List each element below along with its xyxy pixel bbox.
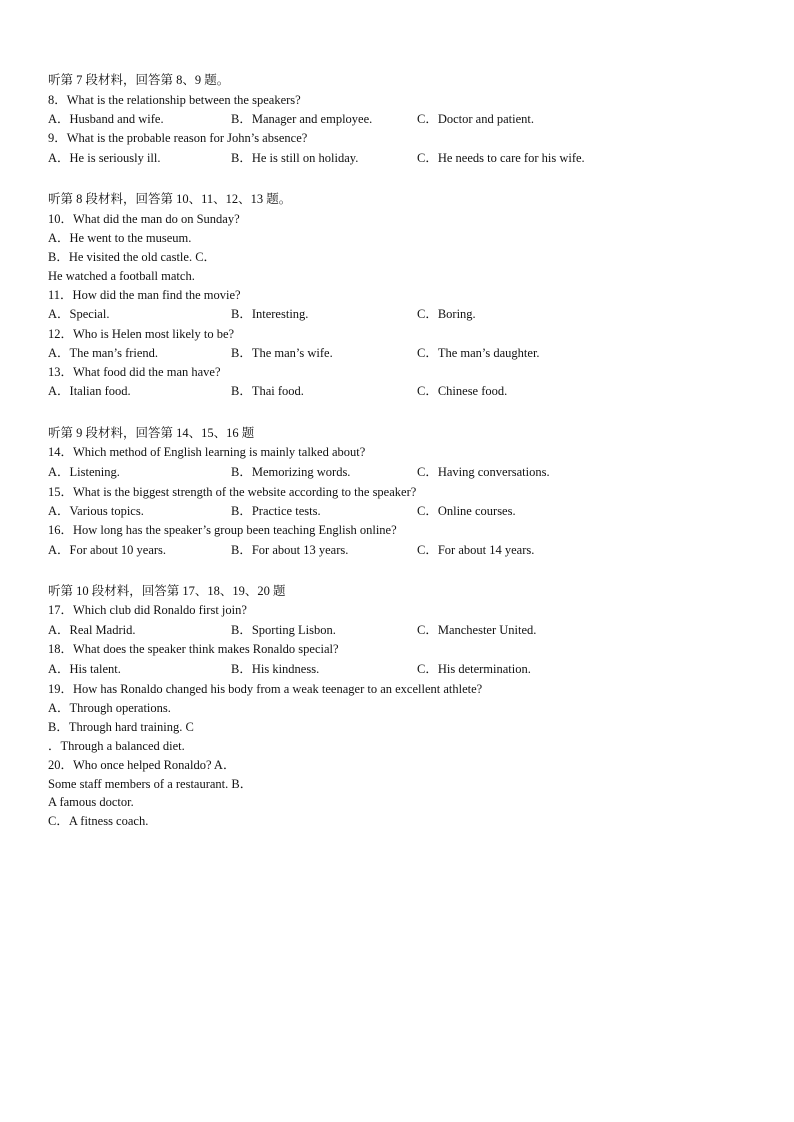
- question-text: 18．What does the speaker think makes Ronaldo special?: [48, 642, 339, 656]
- option-b: B．Sporting Lisbon.: [231, 623, 336, 637]
- question-text: 13．What food did the man have?: [48, 365, 221, 379]
- section-heading: 听第 9 段材料，回答第 14、15、16 题: [48, 426, 255, 440]
- option-line: He watched a football match.: [48, 269, 195, 283]
- option-b: B．Memorizing words.: [231, 465, 351, 479]
- option-c: C．Doctor and patient.: [417, 112, 534, 126]
- option-line: B．He visited the old castle. C．: [48, 250, 217, 264]
- question-text: 9．What is the probable reason for John’s absence?: [48, 131, 308, 145]
- option-c: C．The man’s daughter.: [417, 346, 540, 360]
- question-text: 11．How did the man find the movie?: [48, 288, 241, 302]
- option-c: C．Online courses.: [417, 504, 516, 518]
- section-heading: 听第 7 段材料，回答第 8、9 题。: [48, 73, 230, 87]
- option-c: C．Having conversations.: [417, 465, 550, 479]
- question-text: 20．Who once helped Ronaldo? A．: [48, 758, 236, 772]
- option-b: B．Practice tests.: [231, 504, 321, 518]
- option-a: A．Real Madrid.: [48, 623, 136, 637]
- option-line: ．Through a balanced diet.: [48, 739, 185, 753]
- option-b: B．He is still on holiday.: [231, 151, 359, 165]
- option-a: A．He is seriously ill.: [48, 151, 161, 165]
- option-line: A．Through operations.: [48, 701, 171, 715]
- question-text: 16．How long has the speaker’s group been teaching English online?: [48, 523, 397, 537]
- option-a: A．Various topics.: [48, 504, 144, 518]
- option-a: A．Special.: [48, 307, 110, 321]
- option-a: A．Husband and wife.: [48, 112, 164, 126]
- option-a: A．His talent.: [48, 662, 121, 676]
- option-a: A．Listening.: [48, 465, 120, 479]
- option-c: C．Manchester United.: [417, 623, 537, 637]
- question-text: 19．How has Ronaldo changed his body from a weak teenager to an excellent athlete?: [48, 682, 483, 696]
- option-b: B．The man’s wife.: [231, 346, 333, 360]
- option-c: C．For about 14 years.: [417, 543, 535, 557]
- option-a: A．For about 10 years.: [48, 543, 167, 557]
- option-a: A．Italian food.: [48, 384, 131, 398]
- option-a: A．The man’s friend.: [48, 346, 159, 360]
- section-heading: 听第 10 段材料，回答第 17、18、19、20 题: [48, 584, 286, 598]
- option-c: C．Chinese food.: [417, 384, 508, 398]
- option-c: C．His determination.: [417, 662, 531, 676]
- question-text: 12．Who is Helen most likely to be?: [48, 327, 235, 341]
- option-c: C．Boring.: [417, 307, 476, 321]
- option-b: B．Manager and employee.: [231, 112, 373, 126]
- option-line: C．A fitness coach.: [48, 814, 149, 828]
- question-text: 14．Which method of English learning is mainly talked about?: [48, 445, 366, 459]
- option-line: Some staff members of a restaurant. B．: [48, 777, 253, 791]
- question-text: 17．Which club did Ronaldo first join?: [48, 603, 247, 617]
- section-heading: 听第 8 段材料，回答第 10、11、12、13 题。: [48, 192, 292, 206]
- question-text: 15．What is the biggest strength of the website according to the speaker?: [48, 485, 417, 499]
- option-c: C．He needs to care for his wife.: [417, 151, 585, 165]
- option-b: B．Interesting.: [231, 307, 309, 321]
- question-text: 8．What is the relationship between the speakers?: [48, 93, 301, 107]
- option-line: B．Through hard training. C: [48, 720, 194, 734]
- option-b: B．Thai food.: [231, 384, 304, 398]
- option-line: A．He went to the museum.: [48, 231, 192, 245]
- option-b: B．His kindness.: [231, 662, 320, 676]
- option-b: B．For about 13 years.: [231, 543, 349, 557]
- question-text: 10．What did the man do on Sunday?: [48, 212, 240, 226]
- option-line: A famous doctor.: [48, 795, 134, 809]
